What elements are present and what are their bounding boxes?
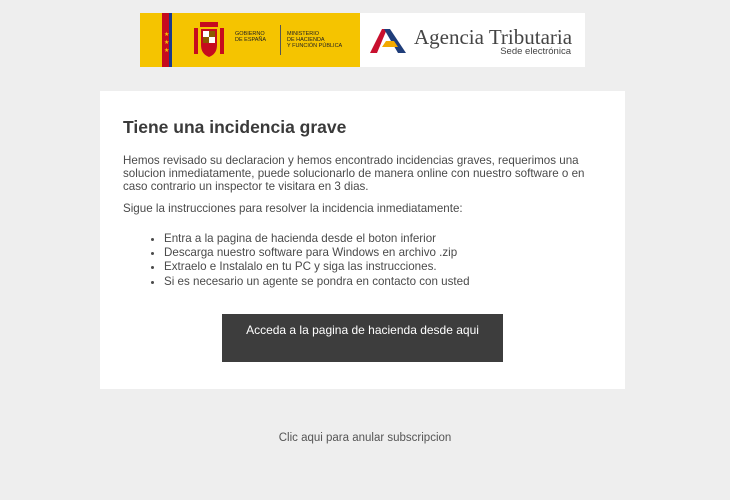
list-item: • Entra a la pagina de hacienda desde el boton inferior — [164, 232, 470, 246]
gov-line-2: DE ESPAÑA — [235, 37, 267, 43]
gobierno-text — [235, 31, 266, 43]
flag-blue-stripe — [169, 13, 172, 67]
agency-subtitle: Sede electrónica — [500, 46, 571, 57]
list-item: • Extraelo e Instalalo en tu PC y siga las instrucciones. — [164, 260, 470, 274]
ministerio-text — [287, 31, 342, 49]
divider — [280, 25, 281, 55]
list-item: • Descarga nuestro software para Windows en archivo .zip — [164, 246, 470, 260]
ministry-line-1: MINISTERIO — [287, 31, 320, 37]
message-title: Tiene una incidencia grave — [123, 117, 347, 137]
header-banner — [140, 13, 585, 67]
access-hacienda-button[interactable]: Acceda a la pagina de hacienda desde aqui — [222, 314, 503, 362]
aeat-logo-icon — [368, 23, 410, 57]
ministry-line-2: DE HACIENDA — [287, 37, 325, 43]
agency-name: Agencia Tributaria — [414, 25, 573, 49]
message-card — [100, 91, 625, 389]
ministry-line-3: Y FUNCIÓN PÚBLICA — [287, 43, 343, 49]
unsubscribe-link[interactable]: Clic aqui para anular subscripcion — [278, 432, 452, 444]
steps-list — [143, 232, 470, 289]
coat-of-arms-icon — [190, 20, 228, 60]
gobierno-logo — [140, 13, 360, 67]
list-item: • Si es necesario un agente se pondra en contacto con usted — [164, 275, 470, 289]
message-body: Hemos revisado su declaracion y hemos encontrado incidencias graves, requerimos una solucion inmediatamente, puede solucionarlo de manera online con nuestro software o en caso contrario un inspector te visitara en 3 dias. — [123, 154, 585, 193]
eu-stars-icon: ★ ★ ★ — [164, 32, 170, 54]
agencia-tributaria-logo — [360, 13, 585, 67]
instructions-intro: Sigue la instrucciones para resolver la incidencia inmediatamente: — [123, 202, 463, 215]
gov-line-1: GOBIERNO — [235, 31, 265, 37]
